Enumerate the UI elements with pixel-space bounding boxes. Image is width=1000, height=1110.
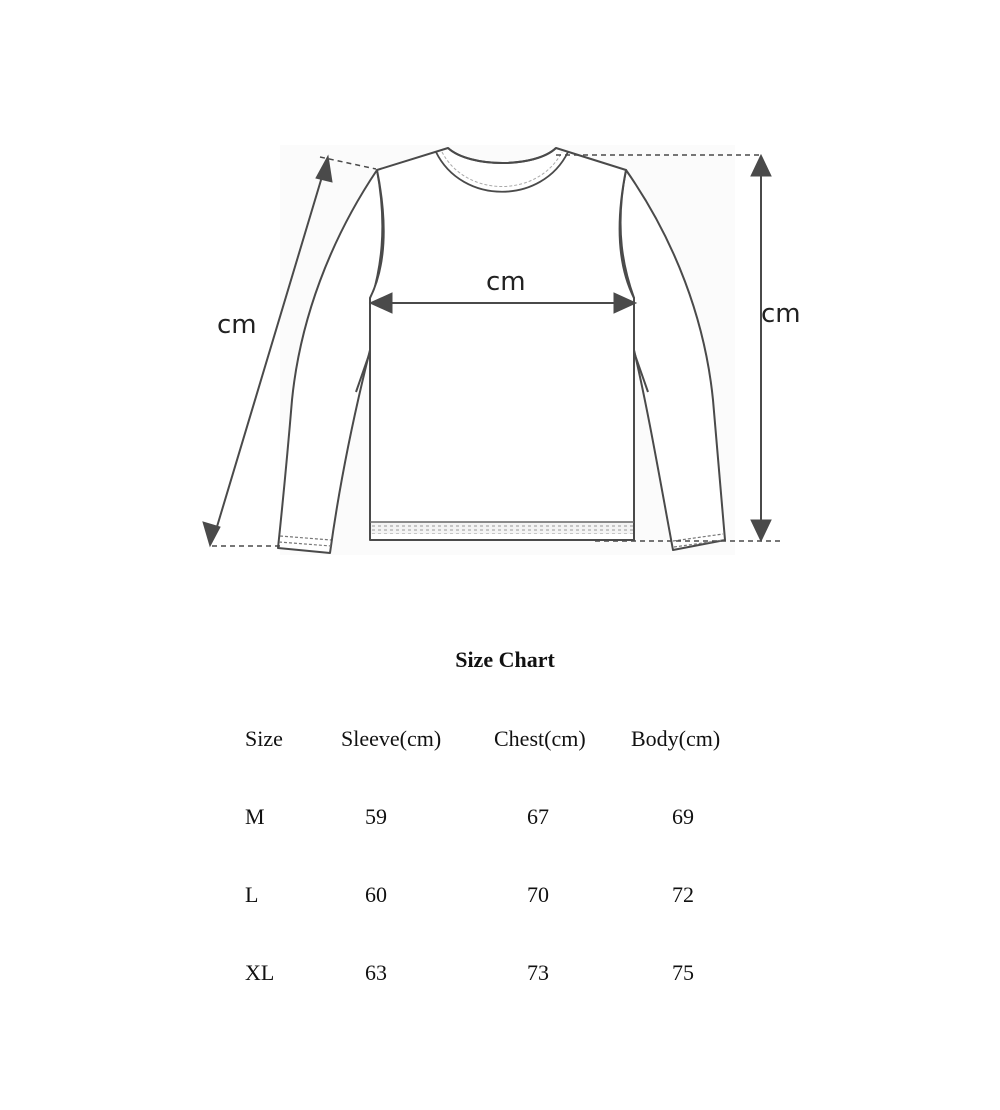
column-header-sleeve: Sleeve(cm) xyxy=(341,726,442,751)
table-row xyxy=(245,800,765,878)
size-chart-title: Size Chart xyxy=(455,647,555,672)
table-header-row xyxy=(245,722,765,800)
chest-cell: 67 xyxy=(527,804,549,829)
column-header-size: Size xyxy=(245,726,283,751)
size-chart-table xyxy=(245,722,765,1034)
column-header-body: Body(cm) xyxy=(631,726,721,751)
table-row xyxy=(245,956,765,1034)
body-cell: 72 xyxy=(672,882,694,907)
chest-cell: 73 xyxy=(527,960,549,985)
column-header-chest: Chest(cm) xyxy=(494,726,586,751)
size-cell: XL xyxy=(245,960,275,985)
body-arrow-bottom xyxy=(751,520,771,541)
body-cell: 69 xyxy=(672,804,694,829)
sleeve-cell: 63 xyxy=(365,960,387,985)
shirt-body xyxy=(370,148,634,540)
size-cell: M xyxy=(245,804,265,829)
body-arrow-top xyxy=(751,155,771,176)
table-row xyxy=(245,878,765,956)
sleeve-cell: 60 xyxy=(365,882,387,907)
body-length-dimension-label: cm xyxy=(761,299,801,329)
sleeve-dimension-label: cm xyxy=(217,310,257,340)
body-cell: 75 xyxy=(672,960,694,985)
chest-dimension-label: cm xyxy=(486,267,526,297)
size-cell: L xyxy=(245,882,259,907)
sleeve-cell: 59 xyxy=(365,804,387,829)
chest-cell: 70 xyxy=(527,882,549,907)
bottom-hem xyxy=(371,522,633,534)
